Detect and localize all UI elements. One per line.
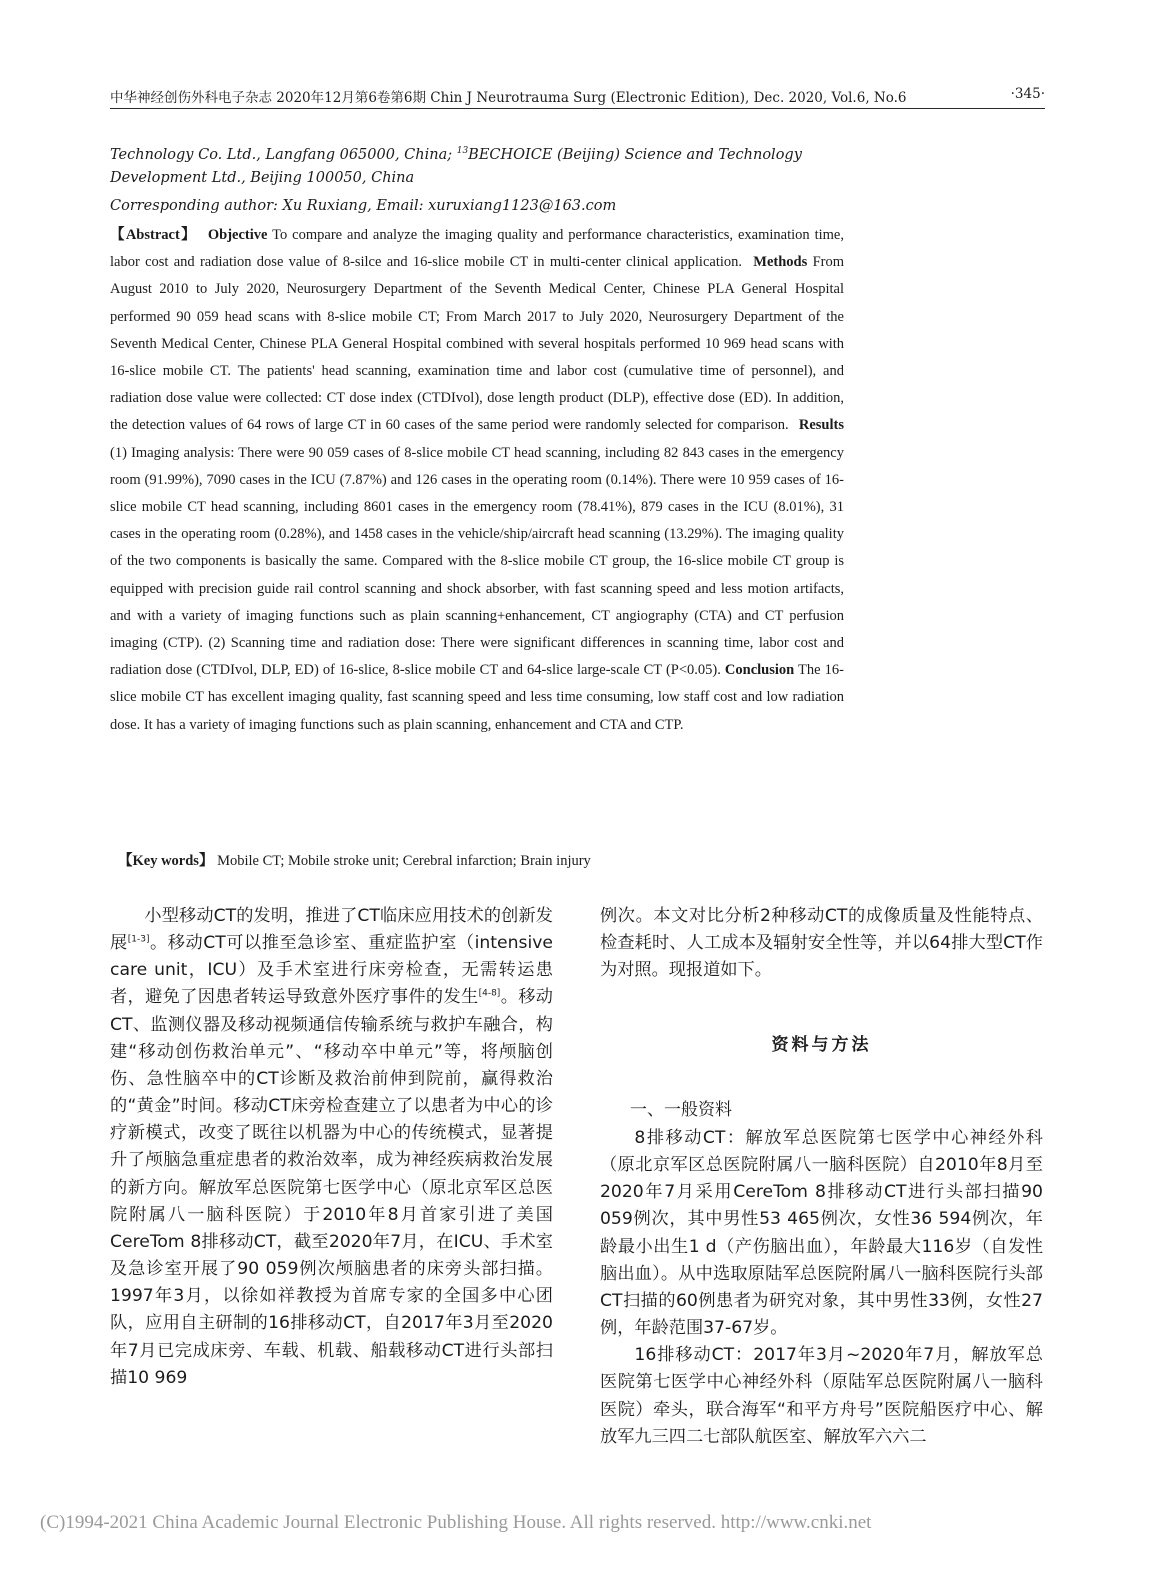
affiliation-text: Technology Co. Ltd., Langfang 065000, China; <box>110 146 457 163</box>
results-label: Results <box>798 417 844 434</box>
methods-text: From August 2010 to July 2020, Neurosurgery Department of the Seventh Medical Center, Chinese PLA General Hospital performed 90 059 head scans with 8-slice mobile CT; From March 2017 to July 2020, Neurosurgery Department of the Seventh Medical Center, Chinese PLA General Hospital combined with several hospitals performed 10 969 head scans with 16-slice mobile CT. The patients' head scanning, examination time and labor cost (cumulative time of personnel), and radiation dose value were collected: CT dose index (CTDIvol), dose length product (DLP), effective dose (ED). In addition, the detection values of 64 rows of large CT in 60 cases of the same period were randomly selected for comparison. <box>110 254 844 434</box>
body-paragraph <box>110 903 553 1392</box>
affiliation-marker: 13 <box>456 146 469 156</box>
body-text: 。移动CT、监测仪器及移动视频通信传输系统与救护车融合，构建“移动创伤救治单元”、“移动卒中单元”等，将颅脑创伤、急性脑卒中的CT诊断及救治前伸到院前，赢得救治的“黄金”时间。移动CT床旁检查建立了以患者为中心的诊疗新模式，改变了既往以机器为中心的传统模式，显著提升了颅脑急重症患者的救治效率，成为神经疾病救治发展的新方向。解放军总医院第七医学中心（原北京军区总医院附属八一脑科医院）于2010年8月首家引进了美国CereTom 8排移动CT，截至2020年7月，在ICU、手术室及急诊室开展了90 059例次颅脑患者的床旁头部扫描。1997年3月，以徐如祥教授为首席专家的全国多中心团队，应用自主研制的16排移动CT，自2017年3月至2020年7月已完成床旁、车载、机载、船载移动CT进行头部扫描10 969 <box>110 987 553 1388</box>
body-paragraph: 8排移动CT：解放军总医院第七医学中心神经外科（原北京军区总医院附属八一脑科医院）自2010年8月至2020年7月采用CereTom 8排移动CT进行头部扫描90 059例次，其中男性53 465例次，女性36 594例次，年龄最小出生1 d（产伤脑出血），年龄最大116岁（自发性脑出血）。从中选取原陆军总医院附属八一脑科医院行头部CT扫描的60例患者为研究对象，其中男性33例，女性27例，年龄范围37-67岁。 <box>600 1128 1043 1339</box>
abstract-label: 【Abstract】 <box>110 227 197 243</box>
copyright-footer: (C)1994-2021 China Academic Journal Electronic Publishing House. All rights reserved. http://www.cnki.net <box>40 1512 872 1533</box>
body-paragraph: 16排移动CT：2017年3月~2020年7月，解放军总医院第七医学中心神经外科（原陆军总医院附属八一脑科医院）牵头，联合海军“和平方舟号”医院船医疗中心、解放军九三四二七部队航医室、解放军六六二 <box>600 1345 1043 1447</box>
methods-label: Methods <box>753 254 808 271</box>
conclusion-label: Conclusion <box>724 662 795 679</box>
affiliation-text: BECHOICE (Beijing) Science and Technology <box>468 146 802 163</box>
body-text: 小型移动CT的发明，推进了CT临床应用技术的创新发展 <box>110 906 553 954</box>
body-right-column <box>600 903 1043 984</box>
body-paragraph: 例次。本文对比分析2种移动CT的成像质量及性能特点、检查耗时、人工成本及辐射安全性等，并以64排大型CT作为对照。现报道如下。 <box>600 906 1043 981</box>
body-right-column-cont <box>600 1125 1043 1451</box>
citation-ref: [4-8] <box>478 988 501 999</box>
objective-text: To compare and analyze the imaging quality and performance characteristics, examination time, labor cost and radiation dose value of 8-silce and 16-slice mobile CT in multi-center clinical application. <box>110 227 844 271</box>
body-left-column <box>110 903 553 1392</box>
affiliation-line-2: Development Ltd., Beijing 100050, China <box>110 170 415 186</box>
objective-label: Objective <box>207 227 268 243</box>
citation-ref: [1-3] <box>127 934 150 945</box>
keywords <box>118 848 848 874</box>
header-rule <box>110 108 1045 109</box>
keywords-text: Mobile CT; Mobile stroke unit; Cerebral infarction; Brain injury <box>217 853 591 869</box>
page-number: ·345· <box>1010 86 1045 102</box>
conclusion-text: The 16-slice mobile CT has excellent imaging quality, fast scanning speed and less time consuming, low staff cost and low radiation dose. It has a variety of imaging functions such as plain scanning, enhancement and CTA and CTP. <box>110 662 844 733</box>
running-header <box>110 86 1045 108</box>
section-title: 资料与方法 <box>771 1035 872 1055</box>
corresponding-author: Corresponding author: Xu Ruxiang, Email: xuruxiang1123@163.com <box>110 198 617 214</box>
abstract <box>110 222 844 739</box>
body-text: 。移动CT可以推至急诊室、重症监护室（intensive care unit，ICU）及手术室进行床旁检查，无需转运患者，避免了因患者转运导致意外医疗事件的发生 <box>110 933 553 1008</box>
results-text: (1) Imaging analysis: There were 90 059 cases of 8-slice mobile CT head scanning, including 82 843 cases in the emergency room (91.99%), 7090 cases in the ICU (7.87%) and 126 cases in the operating room (0.14%). There were 10 959 cases of 16-slice mobile CT head scanning, including 8601 cases in the emergency room (78.41%), 879 cases in the ICU (8.01%), 31 cases in the operating room (0.28%), and 1458 cases in the vehicle/ship/aircraft head scanning (13.29%). The imaging quality of the two components is basically the same. Compared with the 8-slice mobile CT group, the 16-slice mobile CT group is equipped with precision guide rail control scanning and shock absorber, with fast scanning speed and less motion artifacts, and with a variety of imaging functions such as plain scanning+enhancement, CT angiography (CTA) and CT perfusion imaging (CTP). (2) Scanning time and radiation dose: There were significant differences in scanning time, labor cost and radiation dose (CTDIvol, DLP, ED) of 16-slice, 8-slice mobile CT and 64-slice large-scale CT (P<0.05). <box>110 444 844 679</box>
keywords-label: 【Key words】 <box>118 853 214 869</box>
journal-citation: 中华神经创伤外科电子杂志 2020年12月第6卷第6期 Chin J Neurotrauma Surg (Electronic Edition), Dec. 2020, Vol.6, No.6 <box>110 90 907 106</box>
subsection-title: 一、一般资料 <box>630 1100 732 1120</box>
